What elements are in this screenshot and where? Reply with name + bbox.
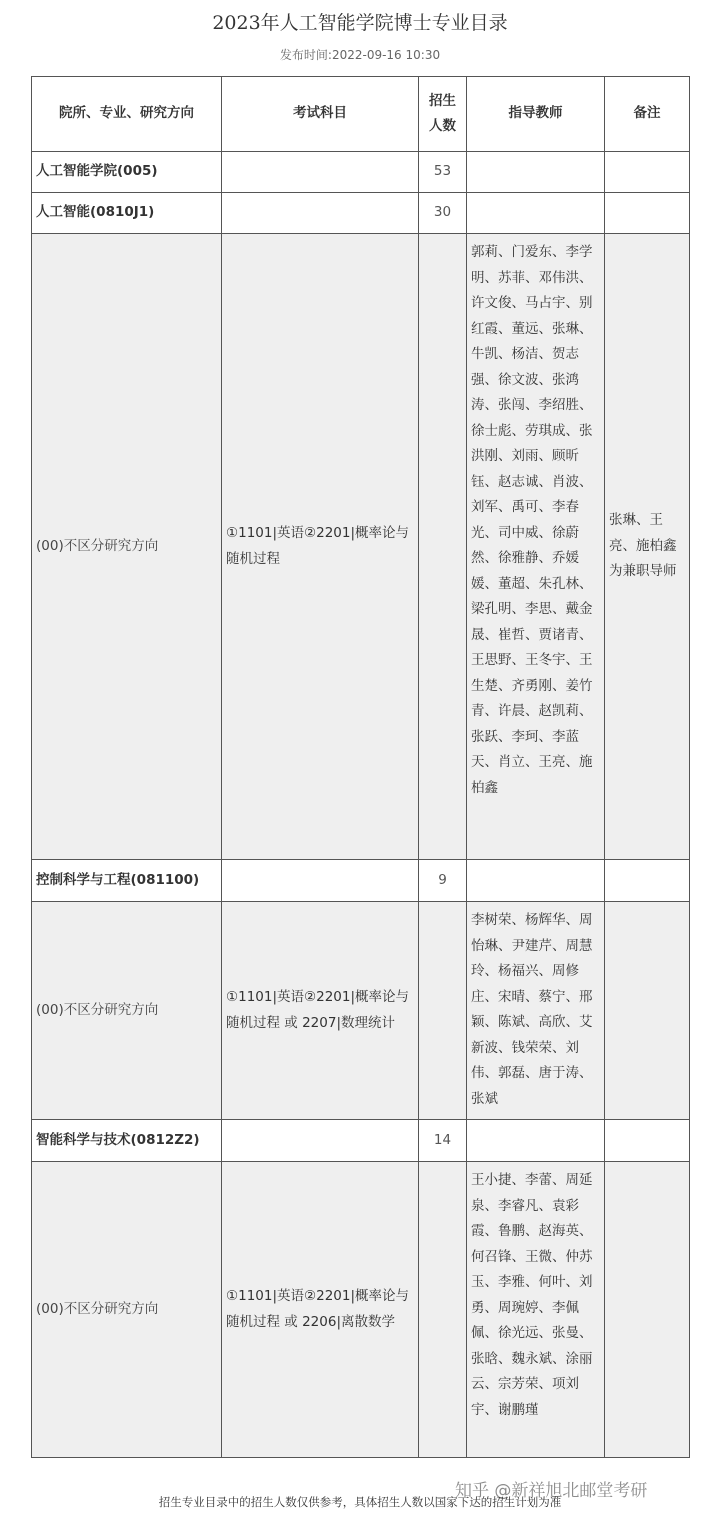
table-header-row [32,77,690,152]
exam-subjects: ①1101|英语②2201|概率论与随机过程 或 2207|数理统计 [222,902,419,1120]
exam-subjects: ①1101|英语②2201|概率论与随机过程 [222,234,419,860]
header-cell: 备注 [605,77,690,152]
advisors [467,1120,605,1162]
header-cell: 招生人数 [419,77,467,152]
table-row [32,860,690,902]
enrollment-count [419,234,467,860]
exam-subjects [222,193,419,234]
enrollment-count: 14 [419,1120,467,1162]
remark [605,1162,690,1458]
footer-note: 招生专业目录中的招生人数仅供参考，具体招生人数以国家下达的招生计划为准 [158,1495,562,1509]
exam-subjects: ①1101|英语②2201|概率论与随机过程 或 2206|离散数学 [222,1162,419,1458]
header-cell: 指导教师 [467,77,605,152]
advisors: 郭莉、门爱东、李学明、苏菲、邓伟洪、许文俊、马占宇、别红霞、董远、张琳、牛凯、杨洁、贺志强、徐文波、张鸿涛、张闯、李绍胜、徐士彪、劳琪成、张洪刚、刘雨、顾昕钰、赵志诚、肖波、刘军、禹可、李春光、司中威、徐蔚然、徐雅静、乔媛媛、董超、朱孔林、梁孔明、李思、戴金晟、崔哲、贾诸青、王思野、王冬宇、王生楚、齐勇刚、姜竹青、许晨、赵凯莉、张跃、李珂、李蓝天、肖立、王亮、施柏鑫 [467,234,605,860]
table-row [32,234,690,860]
enrollment-count: 9 [419,860,467,902]
research-direction: (00)不区分研究方向 [32,234,222,860]
exam-subjects [222,860,419,902]
table-row [32,902,690,1120]
enrollment-count: 30 [419,193,467,234]
program-name: 控制科学与工程(081100) [32,860,222,902]
remark: 张琳、王亮、施柏鑫为兼职导师 [605,234,690,860]
header-cell: 院所、专业、研究方向 [32,77,222,152]
watermark: 知乎 @新祥旭北邮堂考研 [455,1481,648,1501]
remark [605,1120,690,1162]
remark [605,193,690,234]
advisors: 李树荣、杨辉华、周怡琳、尹建芹、周慧玲、杨福兴、周修庄、宋晴、蔡宁、邢颖、陈斌、高欣、艾新波、钱荣荣、刘伟、郭磊、唐于涛、张斌 [467,902,605,1120]
program-name: 人工智能(0810J1) [32,193,222,234]
advisors: 王小捷、李蕾、周延泉、李睿凡、袁彩霞、鲁鹏、赵海英、何召锋、王微、仲苏玉、李雅、何叶、刘勇、周琬婷、李佩佩、徐光远、张曼、张晗、魏永斌、涂丽云、宗芳荣、项刘宇、谢鹏瑾 [467,1162,605,1458]
page-title: 2023年人工智能学院博士专业目录 [212,12,508,34]
remark [605,902,690,1120]
research-direction: (00)不区分研究方向 [32,1162,222,1458]
advisors [467,860,605,902]
advisors [467,193,605,234]
program-name: 人工智能学院(005) [32,152,222,193]
table-row [32,193,690,234]
remark [605,860,690,902]
program-name: 智能科学与技术(0812Z2) [32,1120,222,1162]
enrollment-count: 53 [419,152,467,193]
table-row [32,152,690,193]
catalog-table [31,76,690,1458]
exam-subjects [222,1120,419,1162]
header-cell: 考试科目 [222,77,419,152]
exam-subjects [222,152,419,193]
publish-time: 发布时间:2022-09-16 10:30 [279,48,441,62]
advisors [467,152,605,193]
enrollment-count [419,902,467,1120]
remark [605,152,690,193]
table-row [32,1120,690,1162]
table-row [32,1162,690,1458]
research-direction: (00)不区分研究方向 [32,902,222,1120]
enrollment-count [419,1162,467,1458]
